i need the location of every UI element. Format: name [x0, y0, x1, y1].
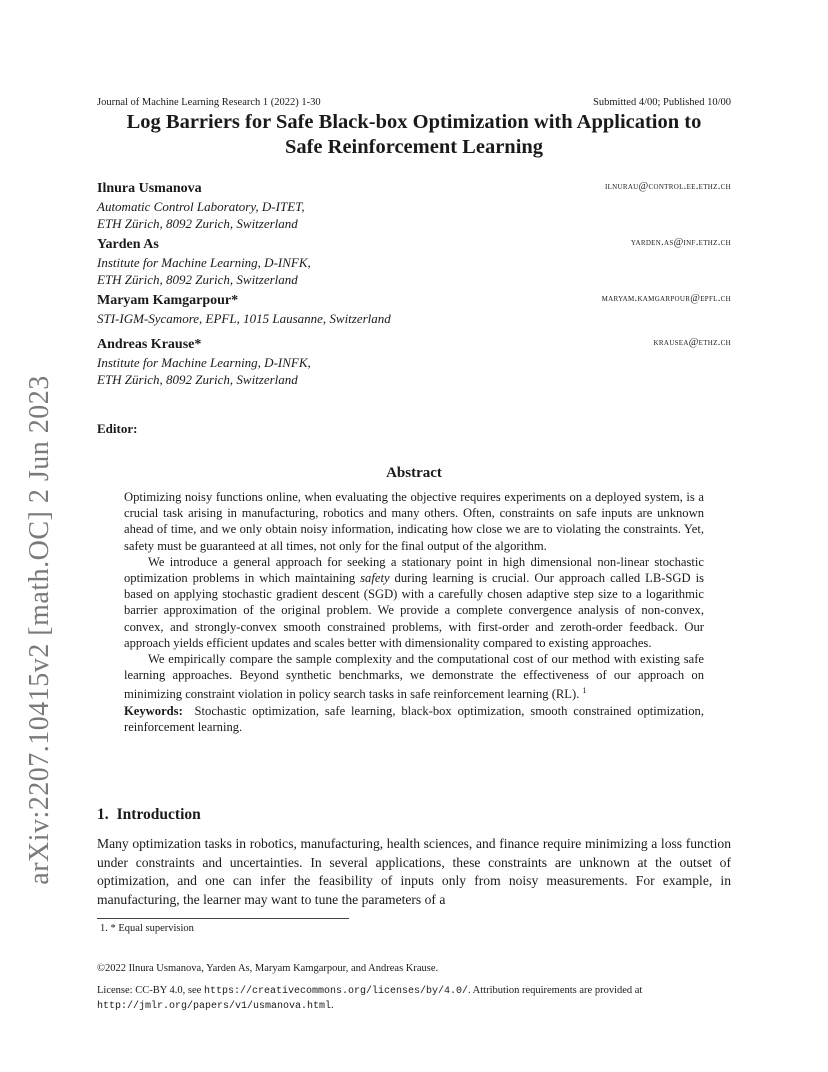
license-text: License: CC-BY 4.0, see — [97, 985, 204, 996]
author-affiliation: STI-IGM-Sycamore, EPFL, 1015 Lausanne, Switzerland — [97, 311, 391, 326]
title-line-1: Log Barriers for Safe Black-box Optimization with Application to — [126, 111, 702, 133]
author-block — [97, 336, 731, 388]
author-affiliation: ETH Zürich, 8092 Zurich, Switzerland — [97, 216, 298, 231]
author-block — [97, 236, 731, 288]
section-title: Introduction — [116, 806, 201, 823]
abstract-emphasis: safety — [360, 571, 390, 586]
paper-link[interactable]: http://jmlr.org/papers/v1/usmanova.html — [97, 1001, 332, 1012]
license-text: . — [331, 1000, 334, 1011]
footnote-marker[interactable]: 1 — [582, 686, 587, 696]
abstract-heading: Abstract — [386, 465, 442, 481]
footnote: 1. * Equal supervision — [100, 923, 194, 934]
intro-paragraph: Many optimization tasks in robotics, manufacturing, health sciences, and finance require minimizing a loss function under constraints and uncertainties. In several applications, these constraints are unknown at the outset of optimization, and one can infer the feasibility of inputs only from noisy measurements. For example, in manufacturing, the learner may want to tune the parameters of a — [97, 836, 731, 907]
keywords-label: Keywords: — [124, 703, 183, 718]
keywords-text: Stochastic optimization, safe learning, black-box optimization, smooth constrained optimization, reinforcement learning. — [124, 703, 705, 735]
author-name: Andreas Krause* — [97, 337, 202, 352]
journal-header: Journal of Machine Learning Research 1 (2022) 1-30 — [97, 97, 321, 108]
section-number: 1. — [97, 806, 109, 823]
abstract-text: We empirically compare the sample complexity and the computational cost of our method with existing safe learning approaches. Beyond synthetic benchmarks, we demonstrate the effectiveness of our approach on minimizing constraint violation in policy search tasks in safe reinforcement learning (RL). — [124, 652, 704, 702]
paper-title — [97, 110, 731, 160]
author-name: Yarden As — [97, 237, 159, 252]
arxiv-sidebar-stamp: arXiv:2207.10415v2 [math.OC] 2 Jun 2023 — [24, 375, 55, 885]
author-email[interactable]: yarden.as@inf.ethz.ch — [630, 237, 731, 248]
author-email[interactable]: krausea@ethz.ch — [653, 337, 731, 348]
abstract-body — [124, 489, 704, 735]
license-link[interactable]: https://creativecommons.org/licenses/by/4.0/ — [203, 986, 468, 997]
author-name: Maryam Kamgarpour* — [97, 293, 239, 308]
keywords — [124, 703, 704, 735]
title-line-2: Safe Reinforcement Learning — [284, 136, 544, 158]
author-email[interactable]: ilnurau@control.ee.ethz.ch — [604, 181, 731, 192]
abstract-text: We introduce a general approach for seeking a stationary point in high dimensional non-linear stochastic optimization problems in which maintaining — [124, 554, 704, 586]
author-name: Ilnura Usmanova — [97, 181, 202, 196]
author-block — [97, 180, 731, 232]
section-heading — [97, 806, 201, 824]
author-affiliation: ETH Zürich, 8092 Zurich, Switzerland — [97, 372, 298, 387]
author-email[interactable]: maryam.kamgarpour@epfl.ch — [601, 293, 731, 304]
footnote-divider — [97, 918, 349, 919]
copyright-notice: ©2022 Ilnura Usmanova, Yarden As, Maryam Kamgarpour, and Andreas Krause. — [97, 963, 439, 974]
author-affiliation: ETH Zürich, 8092 Zurich, Switzerland — [97, 272, 298, 287]
abstract-paragraph — [124, 554, 704, 651]
author-affiliation: Institute for Machine Learning, D-INFK, — [97, 255, 311, 270]
abstract-paragraph — [124, 651, 704, 703]
author-block — [97, 292, 731, 327]
license-notice — [97, 984, 731, 1014]
abstract-paragraph: Optimizing noisy functions online, when evaluating the objective requires experiments on a deployed system, is a crucial task arising in manufacturing, robotics and many others. Often, constraints on safe inputs are unknown ahead of time, and we only obtain noisy information, indicating how close we are to violating the constraints. Yet, safety must be guaranteed at all times, not only for the final output of the algorithm. — [124, 490, 704, 553]
submission-dates: Submitted 4/00; Published 10/00 — [593, 97, 731, 108]
author-affiliation: Institute for Machine Learning, D-INFK, — [97, 355, 311, 370]
license-text: . Attribution requirements are provided at — [467, 985, 643, 996]
editor-label: Editor: — [97, 421, 138, 436]
abstract-text: during learning is crucial. Our approach called LB-SGD is based on applying stochastic gradient descent (SGD) with a carefully chosen adaptive step size to a logarithmic barrier approximation of the original problem. We provide a complete convergence analysis of non-convex, convex, and strongly-convex smooth constrained problems, with first-order and zeroth-order feedback. Our approach yields efficient updates and scales better with dimensionality compared to existing approaches. — [124, 571, 704, 650]
author-affiliation: Automatic Control Laboratory, D-ITET, — [97, 199, 305, 214]
